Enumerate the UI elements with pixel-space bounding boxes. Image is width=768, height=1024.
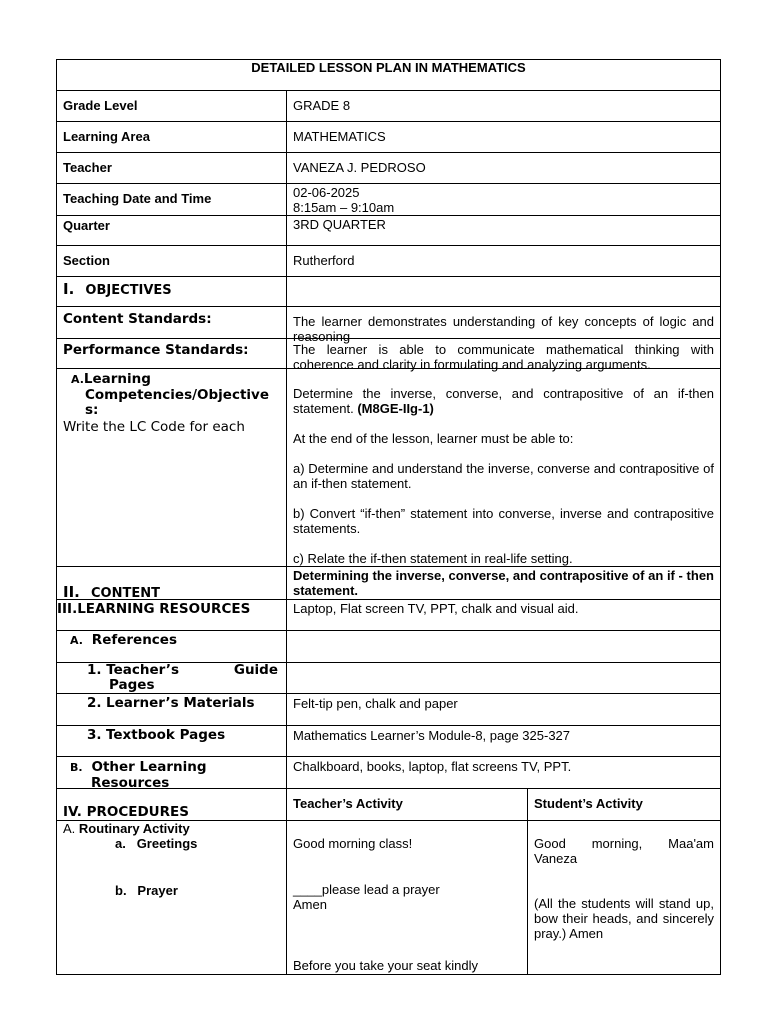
info-label-cell (57, 184, 287, 215)
lc-label-line3: s: (85, 402, 99, 418)
info-value-cell (287, 246, 720, 276)
performance-standards-value: The learner is able to communicate mathematical thinking with coherence and clarity in formulating and analyzing arguments. (293, 342, 714, 372)
title-row (57, 60, 720, 91)
info-value-cell (287, 184, 720, 215)
teachers-guide-label-cell (57, 663, 287, 693)
info-value-cell (287, 216, 720, 245)
textbook-pages-value-cell (287, 726, 720, 756)
info-label-cell (57, 91, 287, 121)
procedures-heading: IV. PROCEDURES (63, 804, 189, 820)
lc-objective-c: c) Relate the if-then statement in real-life setting. (293, 551, 573, 566)
teacher-activity-cell (287, 821, 528, 974)
objectives-heading-row (57, 277, 720, 307)
learning-competencies-row (57, 369, 720, 567)
teacher-activity-header-cell (287, 789, 528, 820)
info-row-teacher (57, 153, 720, 184)
other-resources-label-cell: B. Other Learning Resources (57, 757, 287, 788)
content-row (57, 567, 720, 600)
info-label: Teaching Date and Time (63, 191, 212, 206)
learners-materials-label-cell: 2. Learner’s Materials (57, 694, 287, 725)
lc-code: (M8GE-IIg-1) (357, 401, 434, 416)
teachers-guide-label: 1. Teacher’s Guide (87, 662, 278, 678)
content-standards-value: The learner demonstrates understanding of key concepts of logic and reasoning (293, 314, 714, 344)
info-value-time: 8:15am – 9:10am (293, 200, 395, 215)
lesson-plan-table (56, 59, 721, 975)
textbook-pages-value: Mathematics Learner’s Module-8, page 325-327 (293, 728, 571, 743)
info-value-cell (287, 122, 720, 152)
routinary-activity: A. Routinary Activity (63, 821, 190, 836)
teacher-amen: Amen (293, 897, 327, 912)
teacher-prayer: ____please lead a prayer (293, 882, 440, 897)
performance-standards-label: Performance Standards: (63, 342, 249, 358)
teachers-guide-row (57, 663, 720, 694)
student-activity-header-cell (528, 789, 720, 820)
info-value: GRADE 8 (293, 98, 351, 113)
learning-resources-value-cell (287, 600, 720, 630)
references-empty-cell (287, 631, 720, 662)
info-label: Section (63, 253, 110, 268)
info-row-grade (57, 91, 720, 122)
info-row-section (57, 246, 720, 277)
info-row-date-time (57, 184, 720, 216)
info-label-cell (57, 246, 287, 276)
textbook-pages-label: Textbook Pages (105, 727, 226, 743)
content-standards-row (57, 307, 720, 344)
procedures-heading-cell (57, 789, 287, 820)
content-heading: II. CONTENT (63, 583, 160, 601)
learning-resources-heading-cell (57, 600, 287, 630)
other-resources-value: Chalkboard, books, laptop, flat screens TV, PPT. (293, 759, 572, 774)
other-resources-label-line2: Resources (91, 775, 170, 791)
greetings-label: a. Greetings (115, 836, 198, 851)
teachers-guide-label-line2: Pages (109, 677, 155, 693)
info-row-learning-area (57, 122, 720, 153)
learning-resources-row (57, 600, 720, 631)
info-label-cell (57, 122, 287, 152)
references-label-cell: A. References (57, 631, 287, 662)
content-value-cell (287, 567, 720, 599)
procedures-body-row (57, 821, 720, 974)
info-label: Learning Area (63, 129, 150, 144)
student-activity-header: Student’s Activity (534, 796, 643, 811)
lc-objective-b: b) Convert “if-then” statement into converse, inverse and contrapositive statements. (293, 506, 714, 536)
learning-competencies-label-cell: A.Learning Competencies/Objective s: Write the LC Code for each (57, 369, 287, 566)
lc-label: Learning (83, 371, 151, 387)
learners-materials-row (57, 694, 720, 726)
info-row-quarter (57, 216, 720, 246)
info-label-cell (57, 216, 287, 245)
teacher-activity-header: Teacher’s Activity (293, 796, 403, 811)
learners-materials-value-cell (287, 694, 720, 725)
content-heading-cell (57, 567, 287, 599)
lc-label-line2: Competencies/Objective (85, 387, 270, 403)
info-value: Rutherford (293, 253, 355, 268)
student-greeting: Good morning, Maa'am Vaneza (534, 836, 714, 866)
lc-text: Determine the inverse, converse, and contrapositive of an if-then statement. (M8GE-IIg-1) (293, 386, 714, 416)
learning-resources-heading: III.LEARNING RESOURCES (57, 601, 251, 617)
textbook-pages-label-cell: 3. Textbook Pages (57, 726, 287, 756)
objectives-empty-cell (287, 277, 720, 306)
teacher-seat: Before you take your seat kindly (293, 958, 478, 973)
performance-standards-row (57, 339, 720, 372)
performance-standards-label-cell (57, 339, 287, 368)
info-label-cell (57, 153, 287, 183)
procedures-label-cell (57, 821, 287, 974)
teacher-greeting: Good morning class! (293, 836, 413, 851)
learning-competencies-value-cell (287, 369, 720, 566)
performance-standards-value-cell (287, 339, 720, 372)
student-activity-cell (528, 821, 720, 974)
teachers-guide-empty-cell (287, 663, 720, 693)
content-standards-label-cell (57, 307, 287, 338)
other-resources-label: Other Learning (91, 759, 207, 775)
info-value: 3RD QUARTER (293, 217, 386, 232)
info-label: Grade Level (63, 98, 138, 113)
learners-materials-label: Learner’s Materials (105, 695, 255, 711)
lc-note: Write the LC Code for each (63, 419, 245, 435)
info-value: MATHEMATICS (293, 129, 386, 144)
references-row (57, 631, 720, 663)
procedures-heading-row (57, 789, 720, 821)
lc-objective-a: a) Determine and understand the inverse, converse and contrapositive of an if-then statement. (293, 461, 714, 491)
other-resources-row (57, 757, 720, 789)
info-value-cell (287, 91, 720, 121)
learners-materials-value: Felt-tip pen, chalk and paper (293, 696, 458, 711)
objectives-heading: I. OBJECTIVES (63, 280, 172, 298)
content-standards-label: Content Standards: (63, 311, 212, 327)
info-value-cell (287, 153, 720, 183)
document-title: DETAILED LESSON PLAN IN MATHEMATICS (251, 60, 526, 75)
student-prayer: (All the students will stand up, bow their heads, and sincerely pray.) Amen (534, 896, 714, 941)
prayer-label: b. Prayer (115, 883, 178, 898)
info-value: VANEZA J. PEDROSO (293, 160, 426, 175)
other-resources-value-cell (287, 757, 720, 788)
objectives-heading-cell (57, 277, 287, 306)
content-value: Determining the inverse, converse, and contrapositive of an if - then statement. (293, 568, 714, 598)
info-label: Quarter (63, 218, 110, 233)
references-label: References (91, 632, 177, 648)
content-standards-value-cell (287, 307, 720, 344)
info-label: Teacher (63, 160, 112, 175)
textbook-pages-row (57, 726, 720, 757)
lc-intro: At the end of the lesson, learner must be able to: (293, 431, 574, 446)
info-value-date: 02-06-2025 (293, 185, 360, 200)
learning-resources-value: Laptop, Flat screen TV, PPT, chalk and visual aid. (293, 601, 579, 616)
